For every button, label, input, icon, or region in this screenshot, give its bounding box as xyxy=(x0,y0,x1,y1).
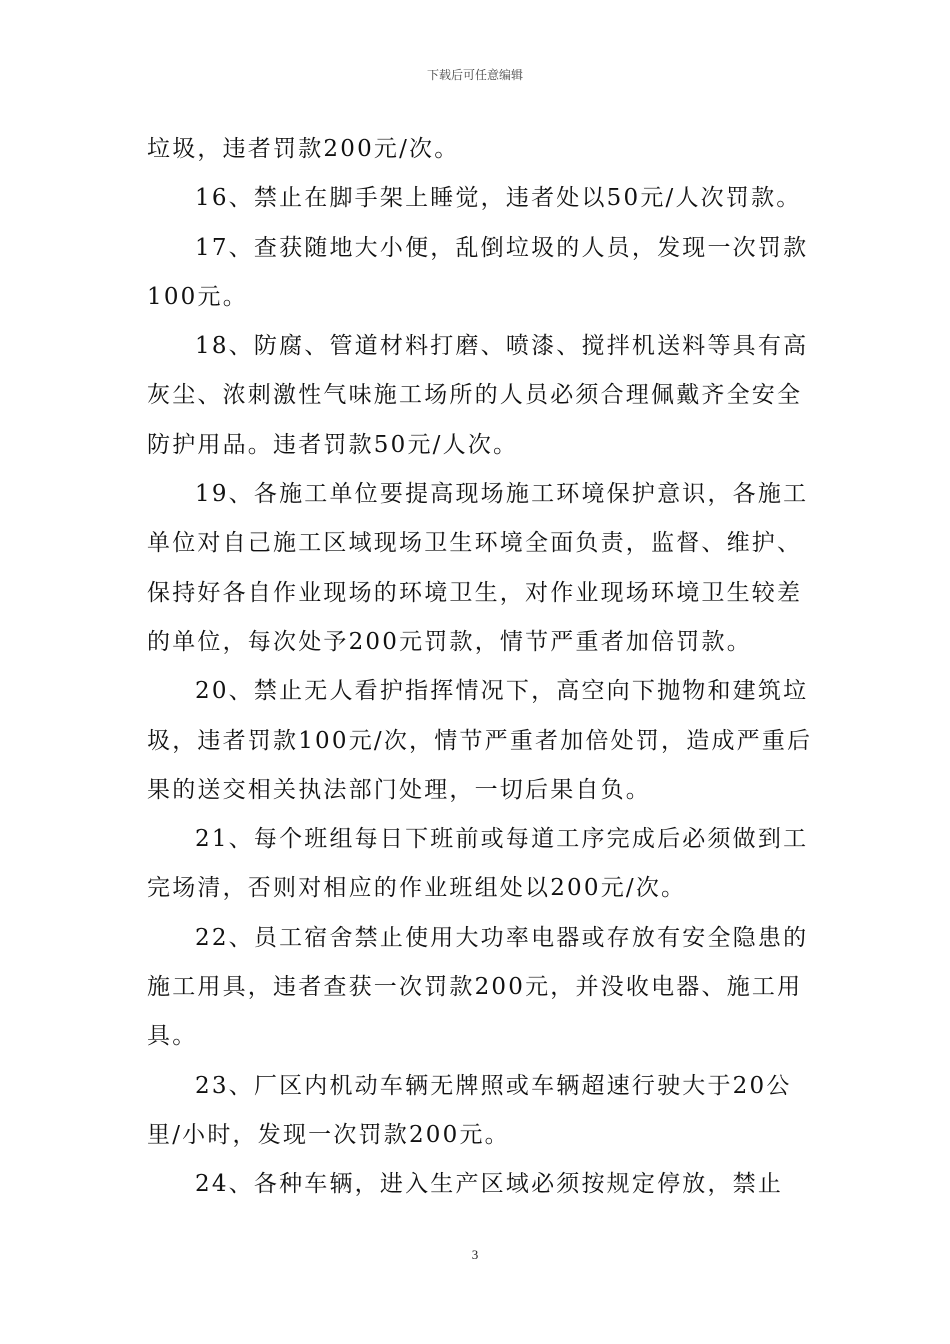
paragraph-item-19: 19、各施工单位要提高现场施工环境保护意识，各施工单位对自己施工区域现场卫生环境全面负责，监督、维护、保持好各自作业现场的环境卫生，对作业现场环境卫生较差的单位，每次处予200元罚款，情节严重者加倍罚款。 xyxy=(147,481,809,655)
paragraph-item-24: 24、各种车辆，进入生产区域必须按规定停放，禁止 xyxy=(195,1171,784,1198)
paragraph-item-22: 22、员工宿舍禁止使用大功率电器或存放有安全隐患的施工用具，违者查获一次罚款200元，并没收电器、施工用具。 xyxy=(147,924,809,1050)
paragraph-item-17: 17、查获随地大小便，乱倒垃圾的人员，发现一次罚款100元。 xyxy=(147,234,809,310)
header-note: 下载后可任意编辑 xyxy=(426,68,523,82)
paragraph-item-16: 16、禁止在脚手架上睡觉，违者处以50元/人次罚款。 xyxy=(195,185,802,212)
paragraph-item-21: 21、每个班组每日下班前或每道工序完成后必须做到工完场清，否则对相应的作业班组处以200元/次。 xyxy=(147,826,809,902)
paragraph-item-23: 23、厂区内机动车辆无牌照或车辆超速行驶大于20公里/小时，发现一次罚款200元。 xyxy=(147,1072,792,1148)
paragraph-continuation: 垃圾，违者罚款200元/次。 xyxy=(147,136,460,162)
page-number: 3 xyxy=(471,1247,479,1262)
paragraph-item-20: 20、禁止无人看护指挥情况下，高空向下抛物和建筑垃圾，违者罚款100元/次，情节严重者加倍处罚，造成严重后果的送交相关执法部门处理，一切后果自负。 xyxy=(147,678,813,803)
paragraph-item-18: 18、防腐、管道材料打磨、喷漆、搅拌机送料等具有高灰尘、浓刺激性气味施工场所的人员必须合理佩戴齐全安全防护用品。违者罚款50元/人次。 xyxy=(147,333,809,458)
document-body xyxy=(147,125,813,1210)
